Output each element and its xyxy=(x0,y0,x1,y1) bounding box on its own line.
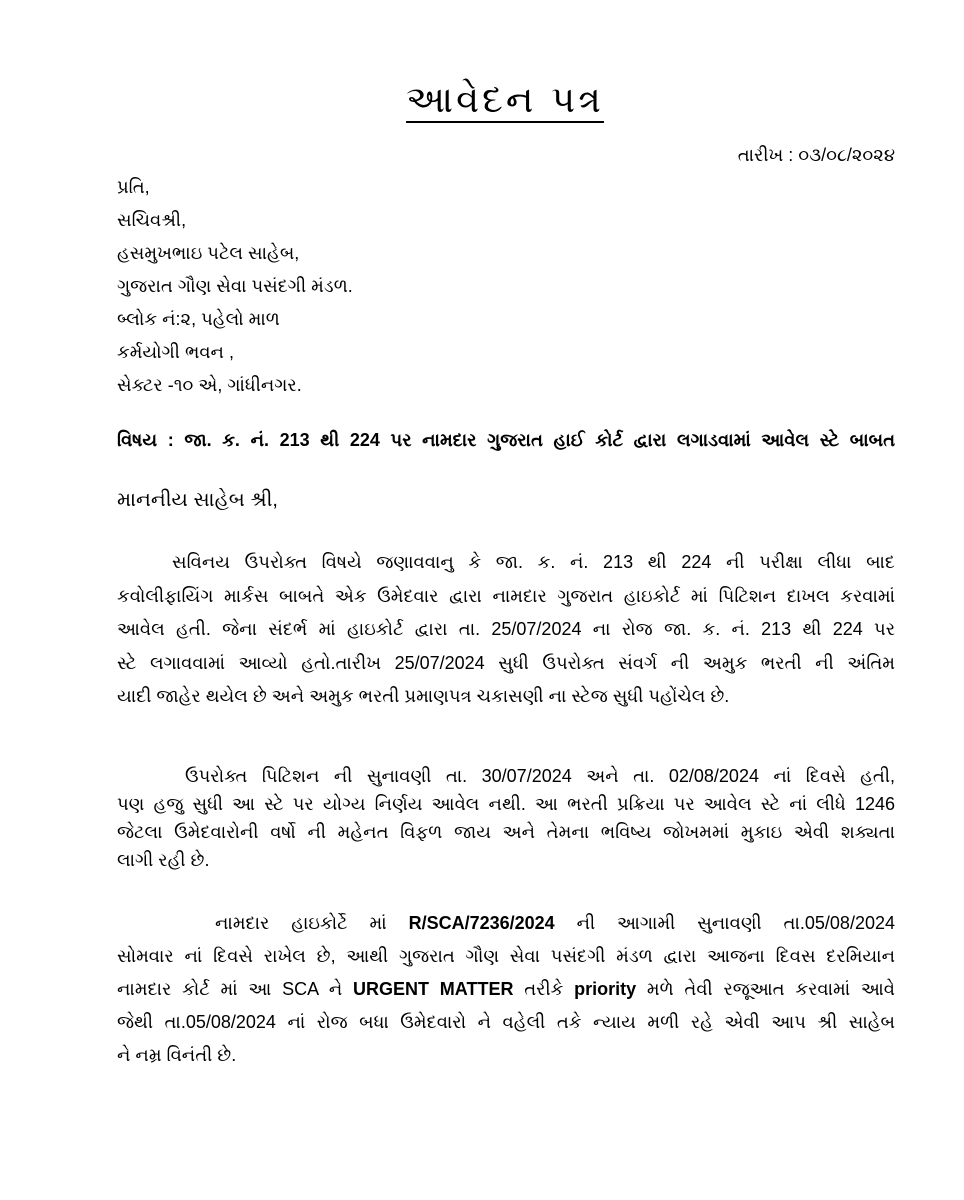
paragraph-3 xyxy=(117,907,895,1072)
paragraph-line-text xyxy=(117,979,895,999)
text-segment: ની આગામી સુનાવણી તા.05/08/2024 xyxy=(554,913,895,933)
paragraph-line-text: ઉપરોક્ત પિટિશન ની સુનાવણી તા. 30/07/2024 અને તા. 02/08/2024 નાં દિવસે હતી, xyxy=(185,766,895,786)
salutation-text: માનનીય સાહેબ શ્રી, xyxy=(117,489,278,511)
paragraph-line-text: પણ હજુ સુધી આ સ્ટે પર યોગ્ય નિર્ણય આવેલ નથી. આ ભરતી પ્રક્રિયા પર આવેલ સ્ટે નાં લીધે 1246 xyxy=(117,794,895,814)
paragraph-line-text xyxy=(215,913,895,933)
address-line xyxy=(117,171,895,204)
paragraph-line xyxy=(117,647,895,681)
address-line-text: ગુજરાત ગૌણ સેવા પસંદગી મંડળ. xyxy=(117,276,353,296)
paragraph-line xyxy=(117,680,895,714)
paragraph-line xyxy=(117,546,895,580)
paragraph-2 xyxy=(117,762,895,874)
recipient-address xyxy=(117,171,895,402)
priority-text: priority xyxy=(574,979,637,999)
text-segment: મળે તેવી રજૂઆત કરવામાં આવે xyxy=(636,979,896,999)
paragraph-line xyxy=(117,790,895,818)
address-line xyxy=(117,237,895,270)
paragraph-line-text: જેથી તા.05/08/2024 નાં રોજ બધા ઉમેદવારો ને વહેલી તકે ન્યાય મળી રહે એવી આપ શ્રી સાહેબ xyxy=(117,1012,895,1032)
case-number: R/SCA/7236/2024 xyxy=(408,913,555,933)
address-line-text: કર્મયોગી ભવન , xyxy=(117,342,234,362)
address-line xyxy=(117,303,895,336)
paragraph-line-text: ને નમ્ર વિનંતી છે. xyxy=(117,1045,237,1065)
text-segment: નામદાર કોર્ટ માં આ SCA ને xyxy=(117,979,354,999)
address-line-text: સચિવશ્રી, xyxy=(117,210,187,230)
paragraph-1 xyxy=(117,546,895,714)
subject-line-row xyxy=(117,427,895,453)
letter-date: તારીખ : ૦૩/૦૮/૨૦૨૪ xyxy=(737,145,895,165)
paragraph-line xyxy=(117,940,895,973)
address-line-text: પ્રતિ, xyxy=(117,177,150,197)
paragraph-line xyxy=(117,1006,895,1039)
paragraph-line xyxy=(117,613,895,647)
salutation xyxy=(117,486,895,514)
letter-title xyxy=(355,72,655,128)
paragraph-line-text: સ્ટે લગાવવામાં આવ્યો હતો.તારીખ 25/07/2024 સુધી ઉપરોક્ત સંવર્ગ ની અમુક ભરતી ની અંતિમ xyxy=(117,652,895,673)
urgent-matter-text: URGENT MATTER xyxy=(353,979,514,999)
paragraph-line-text: કવોલીફાયિંગ માર્કસ બાબતે એક ઉમેદવાર દ્વારા નામદાર ગુજરાત હાઇકોર્ટ માં પિટિશન દાખલ કરવામાં xyxy=(117,585,895,606)
paragraph-line xyxy=(117,907,895,940)
address-line-text: હસમુખભાઇ પટેલ સાહેબ, xyxy=(117,243,300,263)
subject-text: વિષય : જા. ક. નં. 213 થી 224 પર નામદાર ગુજરાત હાઈ કોર્ટ દ્વારા લગાડવામાં આવેલ સ્ટે બાબત xyxy=(117,430,895,450)
letter-title-text: આવેદન પત્ર xyxy=(406,78,604,121)
paragraph-line-text: સોમવાર નાં દિવસે રાખેલ છે, આથી ગુજરાત ગૌણ સેવા પસંદગી મંડળ દ્વારા આજના દિવસ દરમિયાન xyxy=(117,946,895,966)
address-line-text: બ્લોક નં:૨, પહેલો માળ xyxy=(117,309,280,329)
paragraph-line xyxy=(117,846,895,874)
salutation-row xyxy=(117,486,895,514)
paragraph-line xyxy=(117,580,895,614)
text-segment: તરીકે xyxy=(513,979,575,999)
paragraph-line-text: યાદી જાહેર થયેલ છે અને અમુક ભરતી પ્રમાણપત્ર ચકાસણી ના સ્ટેજ સુધી પહોંચેલ છે. xyxy=(117,686,730,706)
address-line xyxy=(117,369,895,402)
paragraph-line-text: આવેલ હતી. જેના સંદર્ભ માં હાઇકોર્ટ દ્વારા તા. 25/07/2024 ના રોજ જા. ક. નં. 213 થી 224 પર xyxy=(117,619,895,639)
paragraph-line xyxy=(117,762,895,790)
paragraph-line xyxy=(117,818,895,846)
paragraph-line xyxy=(117,973,895,1006)
paragraph-line xyxy=(117,1039,895,1072)
paragraph-line-text: જેટલા ઉમેદવારોની વર્ષો ની મહેનત વિફળ જાય અને તેમના ભવિષ્ય જોખમમાં મુકાઇ એવી શક્યતા xyxy=(117,822,895,842)
text-segment: નામદાર હાઇકોર્ટે માં xyxy=(215,913,409,933)
paragraph-line-text: લાગી રહી છે. xyxy=(117,850,210,870)
paragraph-line-text: સવિનય ઉપરોક્ત વિષયે જણાવવાનુ કે જા. ક. નં. 213 થી 224 ની પરીક્ષા લીધા બાદ xyxy=(172,552,895,572)
address-line-text: સેક્ટર -૧૦ એ, ગાંધીનગર. xyxy=(117,375,302,395)
subject-line xyxy=(117,427,895,453)
address-line xyxy=(117,204,895,237)
address-line xyxy=(117,270,895,303)
address-line xyxy=(117,336,895,369)
